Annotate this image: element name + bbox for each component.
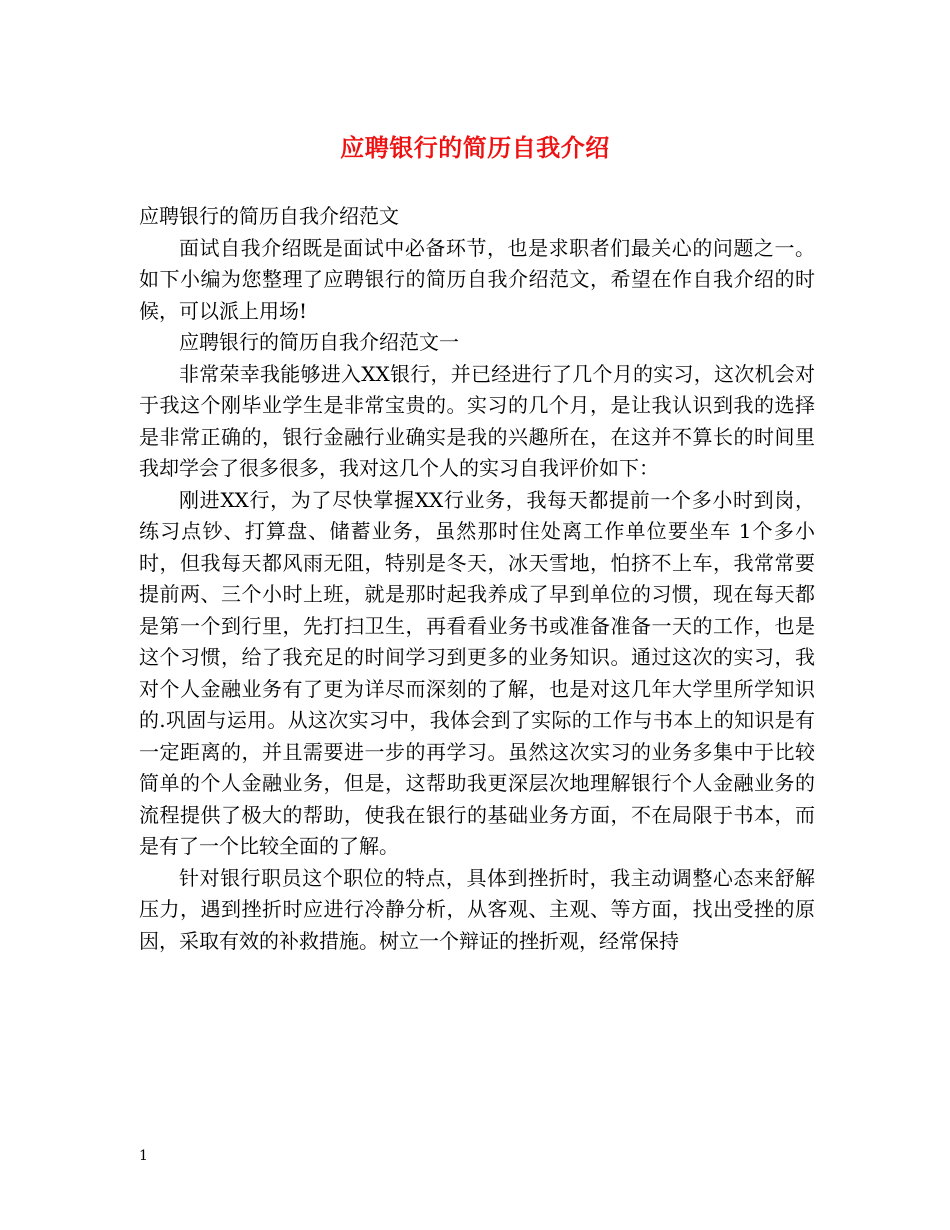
section-heading: 应聘银行的简历自我介绍范文	[139, 204, 399, 228]
document-body	[139, 201, 815, 957]
body-paragraph: 非常荣幸我能够进入XX银行，并已经进行了几个月的实习，这次机会对于我这个刚毕业学生是非常宝贵的。实习的几个月，是让我认识到我的选择是非常正确的，银行金融行业确实是我的兴趣所在，在这并不算长的时间里我却学会了很多很多，我对这几个人的实习自我评价如下：	[139, 361, 815, 480]
body-paragraph: 刚进XX行，为了尽快掌握XX行业务，我每天都提前一个多小时到岗，练习点钞、打算盘、储蓄业务，虽然那时住处离工作单位要坐车 1个多小时，但我每天都风雨无阻，特别是冬天，冰天雪地，怕挤不上车，我常常要提前两、三个小时上班，就是那时起我养成了早到单位的习惯，现在每天都是第一个到行里，先打扫卫生，再看看业务书或准备准备一天的工作，也是这个习惯，给了我充足的时间学习到更多的业务知识。通过这次的实习，我对个人金融业务有了更为详尽而深刻的了解，也是对这几年大学里所学知识的.巩固与运用。从这次实习中，我体会到了实际的工作与书本上的知识是有一定距离的，并且需要进一步的再学习。虽然这次实习的业务多集中于比较简单的个人金融业务，但是，这帮助我更深层次地理解银行个人金融业务的流程提供了极大的帮助，使我在银行的基础业务方面，不在局限于书本，而是有了一个比较全面的了解。	[139, 487, 815, 858]
subsection-heading: 应聘银行的简历自我介绍范文一	[179, 330, 459, 354]
body-paragraph: 面试自我介绍既是面试中必备环节，也是求职者们最关心的问题之一。如下小编为您整理了应聘银行的简历自我介绍范文，希望在作自我介绍的时候，可以派上用场!	[139, 235, 815, 323]
page-number: 1	[139, 1148, 148, 1164]
body-paragraph: 针对银行职员这个职位的特点，具体到挫折时，我主动调整心态来舒解压力，遇到挫折时应进行冷静分析，从客观、主观、等方面，找出受挫的原因，采取有效的补救措施。树立一个辩证的挫折观，经常保持	[139, 865, 815, 953]
document-title: 应聘银行的简历自我介绍	[340, 133, 610, 162]
